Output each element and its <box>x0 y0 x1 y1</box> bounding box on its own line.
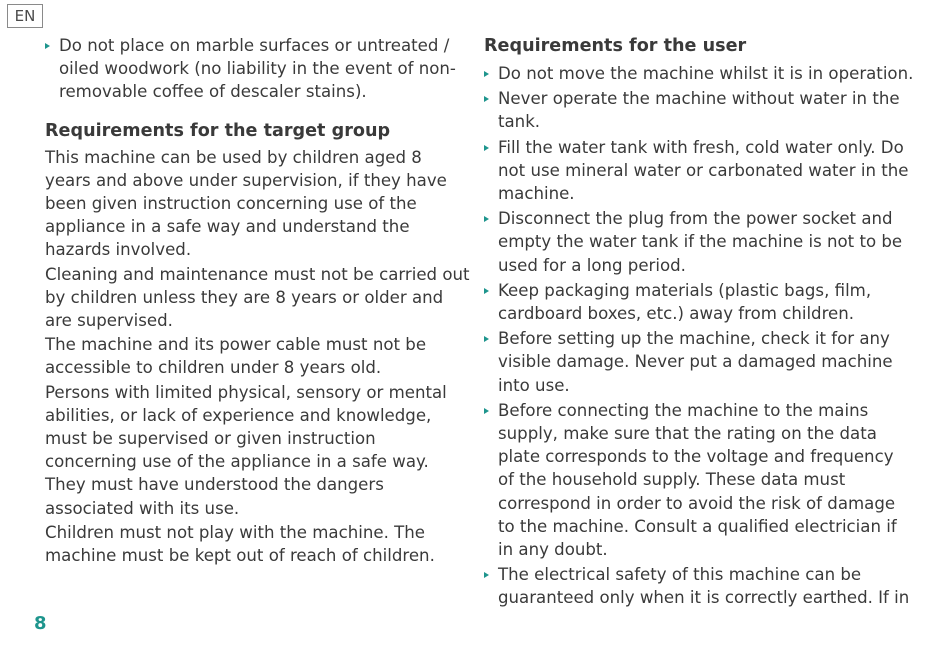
paragraph: This machine can be used by children aged 8 years and above under supervision, if they have been given instruction concerning use of the appliance in a safe way and understand the hazards involved. <box>45 147 447 260</box>
paragraph: Children must not play with the machine. The machine must be kept out of reach of children. <box>45 522 435 566</box>
right-bullet-list <box>484 62 914 610</box>
list-item <box>484 136 914 206</box>
list-item <box>484 87 914 133</box>
paragraph: Persons with limited physical, sensory or mental abilities, or lack of experience and knowledge, must be supervised or given instruction concerning use of the appliance in a safe way. They must have understood the dangers associated with its use. <box>45 382 447 518</box>
bullet-arrow-icon <box>484 288 489 294</box>
list-item-text: Never operate the machine without water in the tank. <box>498 89 900 132</box>
list-item <box>45 34 470 104</box>
bullet-arrow-icon <box>484 408 489 414</box>
list-item-text: Fill the water tank with fresh, cold water only. Do not use mineral water or carbonated water in the machine. <box>498 137 909 204</box>
bullet-arrow-icon <box>484 145 489 151</box>
language-badge: EN <box>7 4 43 28</box>
left-bullet-list <box>45 34 470 104</box>
list-item <box>484 399 914 561</box>
right-column <box>484 34 914 612</box>
bullet-arrow-icon <box>484 96 489 102</box>
bullet-arrow-icon <box>484 336 489 342</box>
bullet-arrow-icon <box>484 71 489 77</box>
page-number: 8 <box>34 613 47 634</box>
section-heading-target-group: Requirements for the target group <box>45 120 391 141</box>
list-item-text: Do not place on marble surfaces or untreated / oiled woodwork (no liability in the event of non-removable coffee of descaler stains). <box>59 36 456 102</box>
list-item-text: Before setting up the machine, check it for any visible damage. Never put a damaged machine into use. <box>498 329 893 395</box>
paragraph: The machine and its power cable must not be accessible to children under 8 years old. <box>45 335 427 378</box>
list-item-text: The electrical safety of this machine can be guaranteed only when it is correctly earthed. If in <box>498 565 910 608</box>
left-column <box>45 34 470 568</box>
list-item <box>484 279 914 325</box>
bullet-arrow-icon <box>45 43 50 49</box>
list-item <box>484 327 914 397</box>
section-heading-user: Requirements for the user <box>484 36 747 56</box>
list-item <box>484 62 914 85</box>
bullet-arrow-icon <box>484 572 489 578</box>
list-item <box>484 563 914 609</box>
bullet-arrow-icon <box>484 216 489 222</box>
paragraph: Cleaning and maintenance must not be carried out by children unless they are 8 years or older and are supervised. <box>45 264 470 331</box>
list-item-text: Disconnect the plug from the power socket and empty the water tank if the machine is not to be used for a long period. <box>498 209 903 275</box>
list-item <box>484 207 914 277</box>
list-item-text: Keep packaging materials (plastic bags, film, cardboard boxes, etc.) away from children. <box>498 280 872 324</box>
list-item-text: Do not move the machine whilst it is in operation. <box>498 64 914 83</box>
list-item-text: Before connecting the machine to the mains supply, make sure that the rating on the data plate corresponds to the voltage and frequency of the household supply. These data must correspond in order to avoid the risk of damage to the machine. Consult a qualified electrician if in any doubt. <box>498 400 897 560</box>
